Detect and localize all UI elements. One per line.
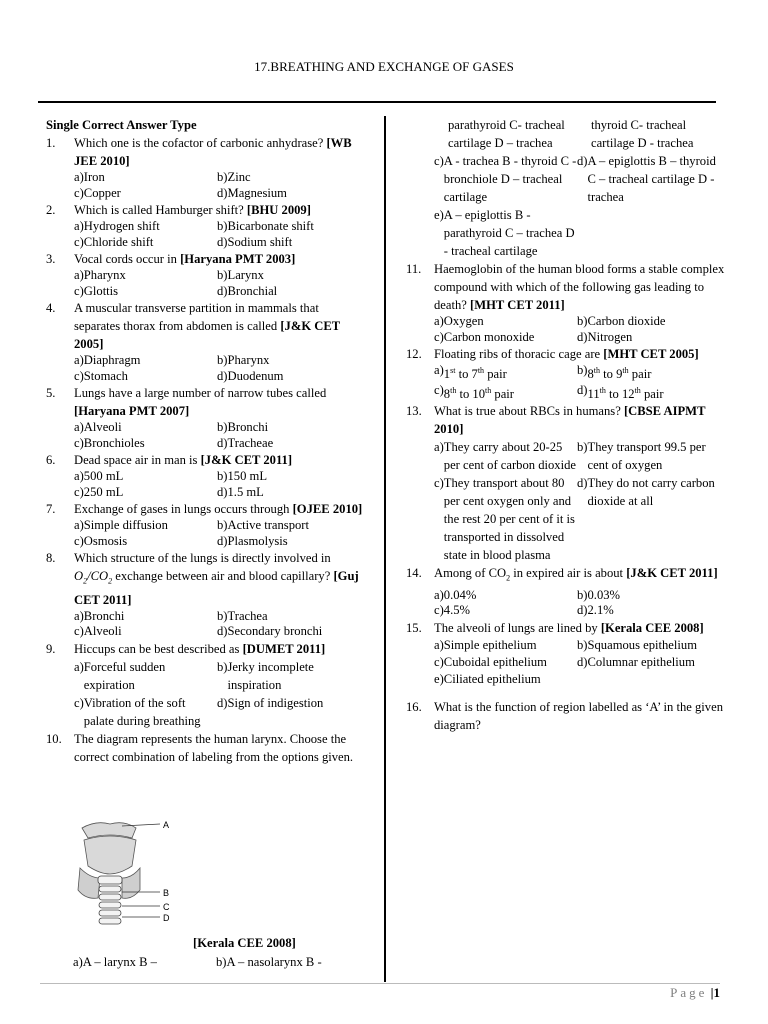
question-10: 10. The diagram represents the human larynx. Choose the correct combination of labeling from the options given. (46, 731, 354, 764)
option-c: c) 250 mL (74, 484, 124, 499)
label-a: A (163, 820, 170, 830)
larynx-diagram (60, 818, 180, 930)
option-a-cont: parathyroid C- tracheal cartilage D – trachea (448, 118, 565, 150)
option-d: d) They do not carry carbon dioxide at all (577, 476, 715, 509)
option-e: e) Ciliated epithelium (434, 671, 541, 686)
option-c: c) Osmosis (74, 533, 128, 548)
option-b: b) 150 mL (217, 469, 268, 483)
option-a: a) Simple epithelium (434, 637, 537, 652)
page-title: 17.BREATHING AND EXCHANGE OF GASES (254, 59, 514, 74)
option-b: b) Bicarbonate shift (217, 219, 314, 233)
question-2: 2. Which is called Hamburger shift? [BHU 2009] a) Hydrogen shift b) Bicarbonate shift c) Chloride shift d) Sodium shift (46, 201, 366, 250)
question-13: 13. What is true about RBCs in humans? [CBSE AIPMT 2010] a) They carry about 20-25 per cent of carbon dioxide b) They transport 99.5 per cent of oxygen c) They transport about 80 per cent oxygen only and the rest 20 per cent of it is transported in dissolved state in blood plasma d) They do not carry carbon dioxide at all (406, 402, 726, 564)
option-a: a) They carry about 20-25 per cent of carbon dioxide (434, 440, 576, 473)
option-b: b) Pharynx (217, 353, 270, 367)
question-6: 6. Dead space air in man is [J&K CET 2011] a) 500 mL b) 150 mL c) 250 mL d) 1.5 mL (46, 451, 366, 500)
option-a: a) Oxygen (434, 314, 484, 328)
header-rule (38, 101, 716, 103)
option-d: d) Bronchial (217, 283, 278, 298)
question-4: 4. A muscular transverse partition in mammals that separates thorax from abdomen is called [J&K CET 2005] a) Diaphragm b) Pharynx c) Stomach d) Duodenum (46, 299, 366, 384)
option-c: c) Vibration of the soft palate during breathing (74, 695, 201, 728)
option-b: b) Carbon dioxide (577, 314, 666, 328)
option-c: c) Chloride shift (74, 234, 154, 249)
q-source: [WB JEE 2010] (74, 136, 352, 168)
option-a: a) Hydrogen shift (74, 219, 160, 233)
page-number: 1 (713, 985, 720, 1000)
page-footer (670, 985, 720, 1001)
option-a: a) 500 mL (74, 469, 124, 483)
option-d: d) Nitrogen (577, 329, 633, 344)
option-a: a) A – larynx B – (73, 955, 157, 969)
option-b: b) Larynx (217, 268, 264, 282)
option-b: b) Active transport (217, 518, 309, 532)
option-b: b) 8th to 9th pair (577, 363, 652, 382)
option-d: d) Tracheae (217, 435, 274, 450)
option-a: a) 0.04% (434, 587, 477, 602)
option-a: a) Diaphragm (74, 353, 141, 367)
question-9: 9. Hiccups can be best described as [DUMET 2011] a) Forceful sudden expiration b) Jerky incomplete inspiration c) Vibration of the soft palate during breathing d) Sign of indigestion (46, 640, 366, 730)
label-c: C (163, 902, 170, 912)
page-word: Page (670, 985, 708, 1000)
option-b: b) A – nasolarynx B - (216, 955, 322, 969)
question-14: 14. Among of $CO_2$ in expired air is about [J&K CET 2011] a) 0.04% b) 0.03% c) 4.5% d) 2.1% (406, 564, 726, 619)
footer-rule (40, 983, 720, 984)
option-d: d) A – epiglottis B – thyroid C – tracheal cartilage D - trachea (577, 154, 716, 204)
question-7: 7. Exchange of gases in lungs occurs through [OJEE 2010] a) Simple diffusion b) Active transport c) Osmosis d) Plasmolysis (46, 500, 366, 549)
option-b: b) Bronchi (217, 420, 269, 434)
option-c: c) 4.5% (434, 603, 471, 618)
option-c: c) Bronchioles (74, 435, 145, 450)
option-a: a) 1st to 7th pair (434, 363, 507, 382)
option-d: d) 1.5 mL (217, 484, 264, 499)
option-b: b) They transport 99.5 per cent of oxygen (577, 440, 706, 473)
option-d: d) Duodenum (217, 368, 284, 383)
question-5: 5. Lungs have a large number of narrow tubes called [Haryana PMT 2007] a) Alveoli b) Bronchi c) Bronchioles d) Tracheae (46, 384, 366, 451)
option-d: d) Sodium shift (217, 234, 293, 249)
section-title: Single Correct Answer Type (46, 118, 197, 132)
option-d: d) 11th to 12th pair (577, 382, 664, 401)
option-c: c) Carbon monoxide (434, 329, 535, 344)
option-c: c) Glottis (74, 283, 119, 298)
q-text: Which one is the cofactor of carbonic anhydrase? (74, 136, 324, 150)
question-8: 8. Which structure of the lungs is directly involved in $O_2/CO_2$ exchange between air and blood capillary? [Guj CET 2011] a) Bronchi b) Trachea c) Alveoli d) Secondary bronchi (46, 549, 366, 640)
option-b-cont: thyroid C- tracheal cartilage D - trachea (591, 118, 694, 150)
label-b: B (163, 888, 170, 898)
label-d: D (163, 913, 170, 923)
option-c: c) Cuboidal epithelium (434, 654, 547, 669)
option-b: b) 0.03% (577, 587, 621, 602)
question-11: 11. Haemoglobin of the human blood forms a stable complex compound with which of the following gas leading to death? [MHT CET 2011] a) Oxygen b) Carbon dioxide c) Carbon monoxide d) Nitrogen (406, 262, 725, 344)
question-10-continued (406, 116, 726, 260)
option-c: c) 8th to 10th pair (434, 382, 514, 401)
option-c: c) Alveoli (74, 624, 122, 639)
option-c: c) They transport about 80 per cent oxygen only and the rest 20 per cent of it is transported in dissolved state in blood plasma (434, 476, 575, 563)
option-d: d) Sign of indigestion (217, 695, 324, 710)
q-number: 1. (46, 136, 56, 150)
option-c: c) A - trachea B - thyroid C - bronchiole D – tracheal cartilage (434, 154, 577, 204)
question-3: 3. Vocal cords occur in [Haryana PMT 2003] a) Pharynx b) Larynx c) Glottis d) Bronchial (46, 250, 366, 299)
option-a: a) Alveoli (74, 420, 122, 434)
question-16: 16. What is the function of region labelled as ‘A’ in the given diagram? (406, 699, 723, 732)
question-1 (46, 134, 366, 201)
option-e: e) A – epiglottis B - parathyroid C – trachea D - tracheal cartilage (434, 208, 575, 258)
option-d: d) Plasmolysis (217, 533, 288, 548)
option-c: c) Stomach (74, 368, 128, 383)
column-divider (384, 116, 386, 982)
option-a: a) Iron (74, 170, 105, 184)
option-b: b) Jerky incomplete inspiration (217, 659, 314, 692)
right-column (406, 116, 726, 734)
question-15: 15. The alveoli of lungs are lined by [Kerala CEE 2008] a) Simple epithelium b) Squamous epithelium c) Cuboidal epithelium d) Columnar epithelium e) Ciliated epithelium (406, 619, 726, 688)
option-d: d) 2.1% (577, 603, 614, 618)
option-a: a) Simple diffusion (74, 518, 168, 532)
page-bar: | (710, 985, 714, 1000)
option-d: d) Magnesium (217, 185, 287, 200)
option-b: b) Squamous epithelium (577, 637, 697, 652)
option-b: b) Trachea (217, 608, 268, 623)
option-a: a) Pharynx (74, 268, 126, 282)
question-12: 12. Floating ribs of thoracic cage are [MHT CET 2005] a) 1st to 7th pair b) 8th to 9th pair c) 8th to 10th pair d) 11th to 12th pair (406, 345, 726, 402)
option-c: c) Copper (74, 185, 121, 200)
option-d: d) Secondary bronchi (217, 624, 323, 639)
option-d: d) Columnar epithelium (577, 654, 695, 669)
q10-source: [Kerala CEE 2008] (193, 936, 296, 950)
option-b: b) Zinc (217, 170, 251, 184)
q10-options-ab (73, 955, 373, 970)
left-column (46, 116, 366, 766)
option-a: a) Forceful sudden expiration (74, 659, 166, 692)
option-a: a) Bronchi (74, 608, 125, 623)
